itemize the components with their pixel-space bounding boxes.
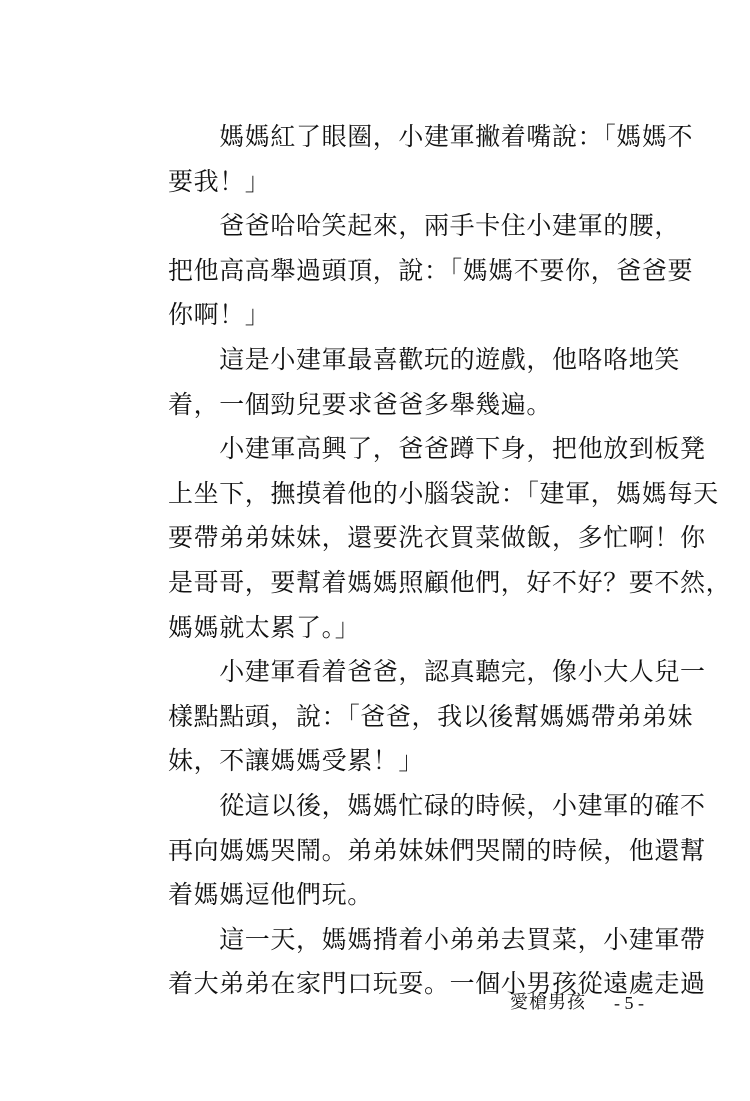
text-line: 着，一個勁兒要求爸爸多舉幾遍。 [168,389,553,419]
text-line: 這是小建軍最喜歡玩的遊戲，他咯咯地笑 [168,344,681,374]
text-line: 這一天，媽媽揹着小弟弟去買菜，小建軍帶 [168,924,706,954]
page-footer [0,988,750,1018]
text-line: 小建軍高興了，爸爸蹲下身，把他放到板凳 [168,434,706,464]
text-line: 你啊！」 [168,300,271,330]
body-text [168,115,732,1007]
text-line: 要我！」 [168,166,271,196]
page-number: - 5 - [614,993,644,1013]
text-line: 樣點點頭，說：「爸爸，我以後幫媽媽帶弟弟妹 [168,701,694,731]
text-line: 媽媽紅了眼圈，小建軍撇着嘴說：「媽媽不 [168,122,694,151]
text-line: 妹，不讓媽媽受累！」 [168,746,425,776]
text-line: 是哥哥，要幫着媽媽照顧他們，好不好？要不然， [168,567,732,597]
text-line: 把他高高舉過頭頂，說：「媽媽不要你，爸爸要 [168,255,694,285]
text-line: 小建軍看着爸爸，認真聽完，像小大人兒一 [168,657,706,687]
text-line: 着大弟弟在家門口玩耍。一個小男孩從遠處走過 [168,969,706,999]
text-line: 再向媽媽哭鬧。弟弟妹妹們哭鬧的時候，他還幫 [168,835,706,865]
text-line: 從這以後，媽媽忙碌的時候，小建軍的確不 [168,790,706,820]
text-line: 要帶弟弟妹妹，還要洗衣買菜做飯，多忙啊！你 [168,523,706,553]
book-title: 愛槍男孩 [510,992,586,1013]
text-line: 爸爸哈哈笑起來，兩手卡住小建軍的腰， [168,211,681,241]
text-line: 媽媽就太累了。」 [168,612,361,642]
text-line: 上坐下，撫摸着他的小腦袋說：「建軍，媽媽每天 [168,478,719,508]
text-line: 着媽媽逗他們玩。 [168,880,373,910]
